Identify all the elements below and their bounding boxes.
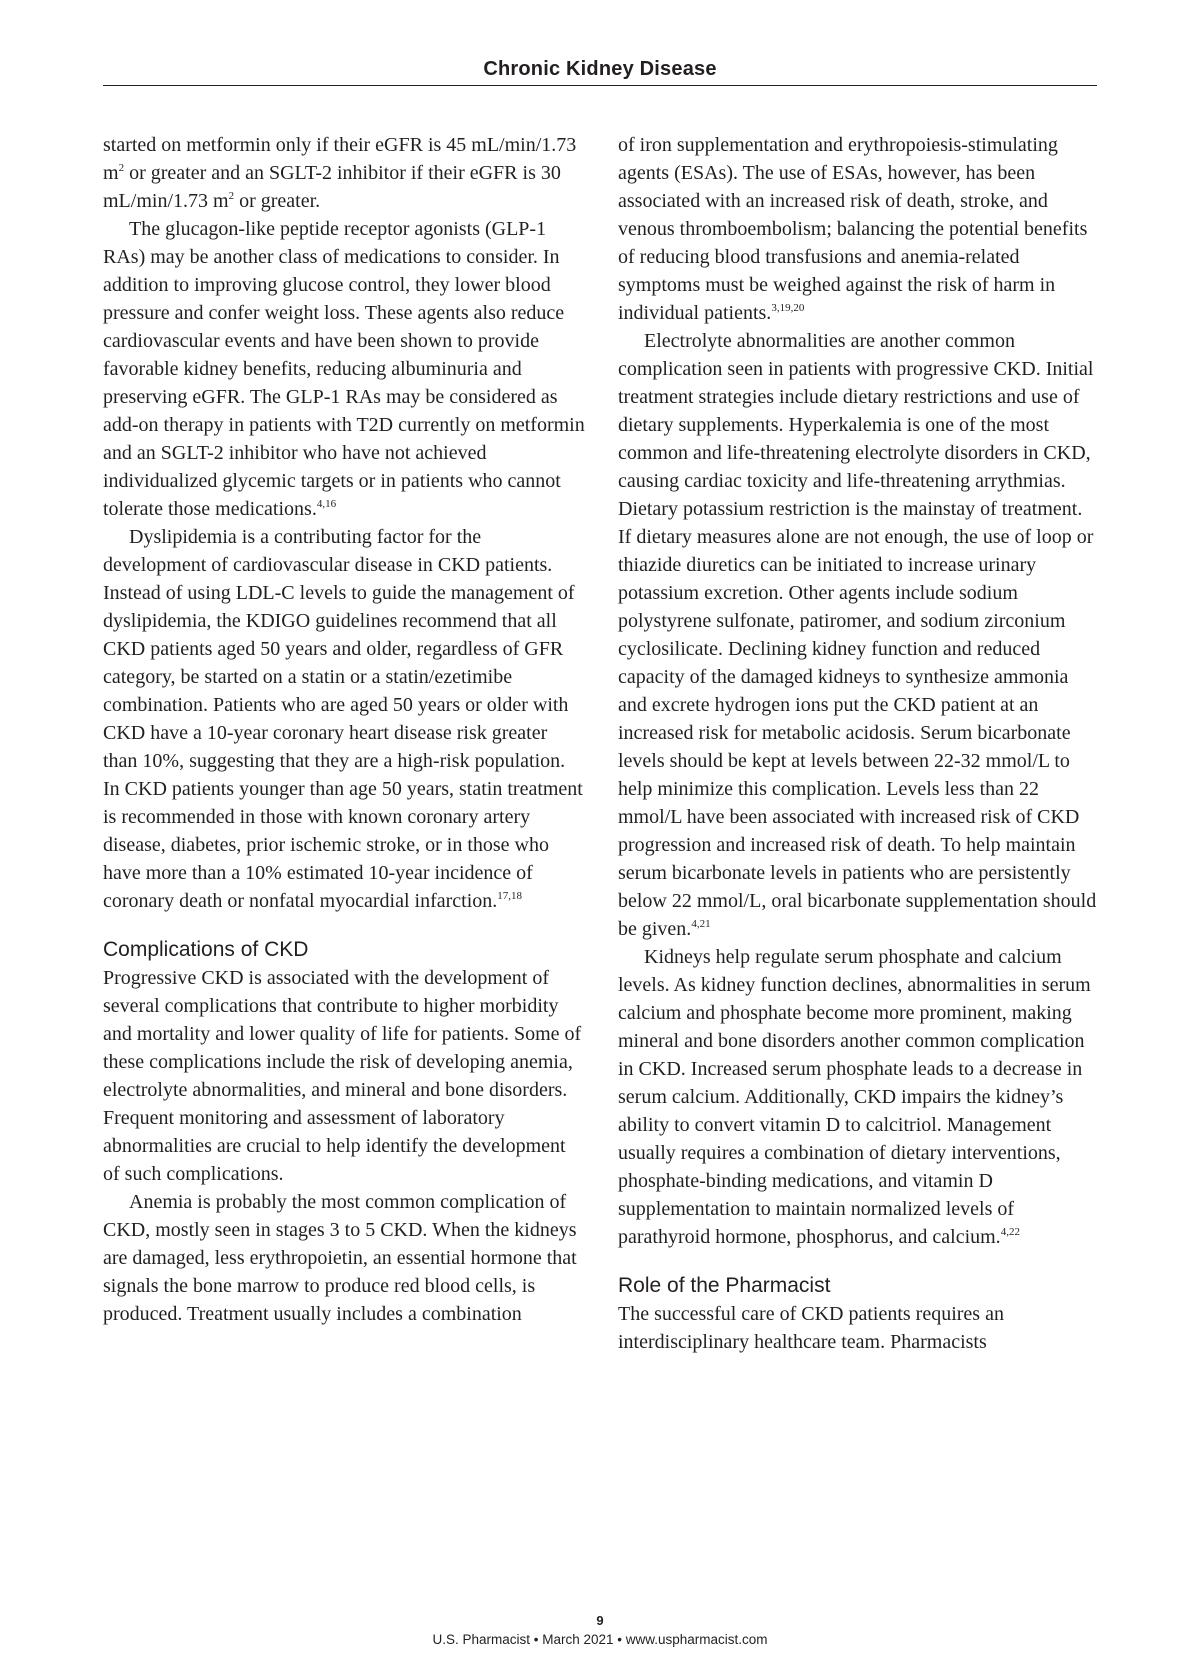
- section-heading-complications: Complications of CKD: [103, 938, 309, 961]
- right-column: [618, 131, 1100, 1356]
- left-column: [103, 131, 585, 1328]
- citation: 4,22: [1000, 1226, 1020, 1238]
- header-rule: [103, 85, 1097, 86]
- running-header: Chronic Kidney Disease: [483, 58, 717, 80]
- left-paragraph-3: Dyslipidemia is a contributing factor for the development of cardiovascular disease in CKD patients. Instead of using LDL-C levels to guide the management of dyslipidemia, the KDIGO guidelines recommend that all CKD patients aged 50 years and older, regardless of GFR category, be started on a statin or a statin/ezetimibe combination. Patients who are aged 50 years or older with CKD have a 10-year coronary heart disease risk greater than 10%, suggesting that they are a high-risk population. In CKD patients younger than age 50 years, statin treatment is recommended in those with known coronary artery disease, diabetes, prior ischemic stroke, or in those who have more than a 10% estimated 10-year incidence of coronary death or nonfatal myocardial infarction.$^{17,18}$: [103, 526, 583, 912]
- section-heading-pharmacist: Role of the Pharmacist: [618, 1274, 831, 1297]
- citation: 4,16: [316, 498, 337, 510]
- right-paragraph-3: Kidneys help regulate serum phosphate and calcium levels. As kidney function declines, abnormalities in serum calcium and phosphate become more prominent, making mineral and bone disorders another common complication in CKD. Increased serum phosphate leads to a decrease in serum calcium. Additionally, CKD impairs the kidney’s ability to convert vitamin D to calcitriol. Management usually requires a combination of dietary interventions, phosphate-binding medications, and vitamin D supplementation to maintain normalized levels of parathyroid hormone, phosphorus, and calcium.$^{4,22}$: [618, 946, 1091, 1248]
- citation: 3,19,20: [771, 302, 805, 314]
- left-paragraph-2: The glucagon-like peptide receptor agonists (GLP-1 RAs) may be another class of medications to consider. In addition to improving glucose control, they lower blood pressure and confer weight loss. These agents also reduce cardiovascular events and have been shown to provide favorable kidney benefits, reducing albuminuria and preserving eGFR. The GLP-1 RAs may be considered as add-on therapy in patients with T2D currently on metformin and an SGLT-2 inhibitor who have not achieved individualized glycemic targets or in patients who cannot tolerate those medications.$^{4,16}$: [103, 218, 585, 520]
- citation: 4,21: [691, 918, 711, 930]
- right-paragraph-1: of iron supplementation and erythropoiesis-stimulating agents (ESAs). The use of ESAs, however, has been associated with an increased risk of death, stroke, and venous thromboembolism; balancing the potential benefits of reducing blood transfusions and anemia-related symptoms must be weighed against the risk of harm in individual patients.$^{3,19,20}$: [618, 134, 1088, 324]
- footer-publication: U.S. Pharmacist • March 2021 • www.uspharmacist.com: [432, 1632, 768, 1647]
- right-paragraph-2: Electrolyte abnormalities are another common complication seen in patients with progressive CKD. Initial treatment strategies include dietary restrictions and use of dietary supplements. Hyperkalemia is one of the most common and life-threatening electrolyte disorders in CKD, causing cardiac toxicity and life-threatening arrythmias. Dietary potassium restriction is the mainstay of treatment. If dietary measures alone are not enough, the use of loop or thiazide diuretics can be initiated to increase urinary potassium excretion. Other agents include sodium polystyrene sulfonate, patiromer, and sodium zirconium cyclosilicate. Declining kidney function and reduced capacity of the damaged kidneys to synthesize ammonia and excrete hydrogen ions put the CKD patient at an increased risk for metabolic acidosis. Serum bicarbonate levels should be kept at levels between 22-32 mmol/L to help minimize this complication. Levels less than 22 mmol/L have been associated with increased risk of CKD progression and increased risk of death. To help maintain serum bicarbonate levels in patients who are persistently below 22 mmol/L, oral bicarbonate supplementation should be given.$^{4,21}$: [618, 330, 1097, 940]
- left-paragraph-4: Progressive CKD is associated with the development of several complications that contribute to higher morbidity and mortality and lower quality of life for patients. Some of these complications include the risk of developing anemia, electrolyte abnormalities, and mineral and bone disorders. Frequent monitoring and assessment of laboratory abnormalities are crucial to help identify the development of such complications.: [103, 967, 582, 1185]
- right-paragraph-4: The successful care of CKD patients requires an interdisciplinary healthcare team. Pharmacists: [618, 1303, 1004, 1353]
- left-paragraph-5: Anemia is probably the most common complication of CKD, mostly seen in stages 3 to 5 CKD. When the kidneys are damaged, less erythropoietin, an essential hormone that signals the bone marrow to produce red blood cells, is produced. Treatment usually includes a combination: [103, 1191, 577, 1325]
- left-paragraph-1: started on metformin only if their eGFR is 45 mL/min/1.73 $m^2$ or greater and an SGLT-2 inhibitor if their eGFR is 30 mL/min/1.73 $m^2$ or greater.: [103, 134, 577, 212]
- page-number: 9: [596, 1613, 604, 1628]
- citation: 17,18: [497, 890, 523, 902]
